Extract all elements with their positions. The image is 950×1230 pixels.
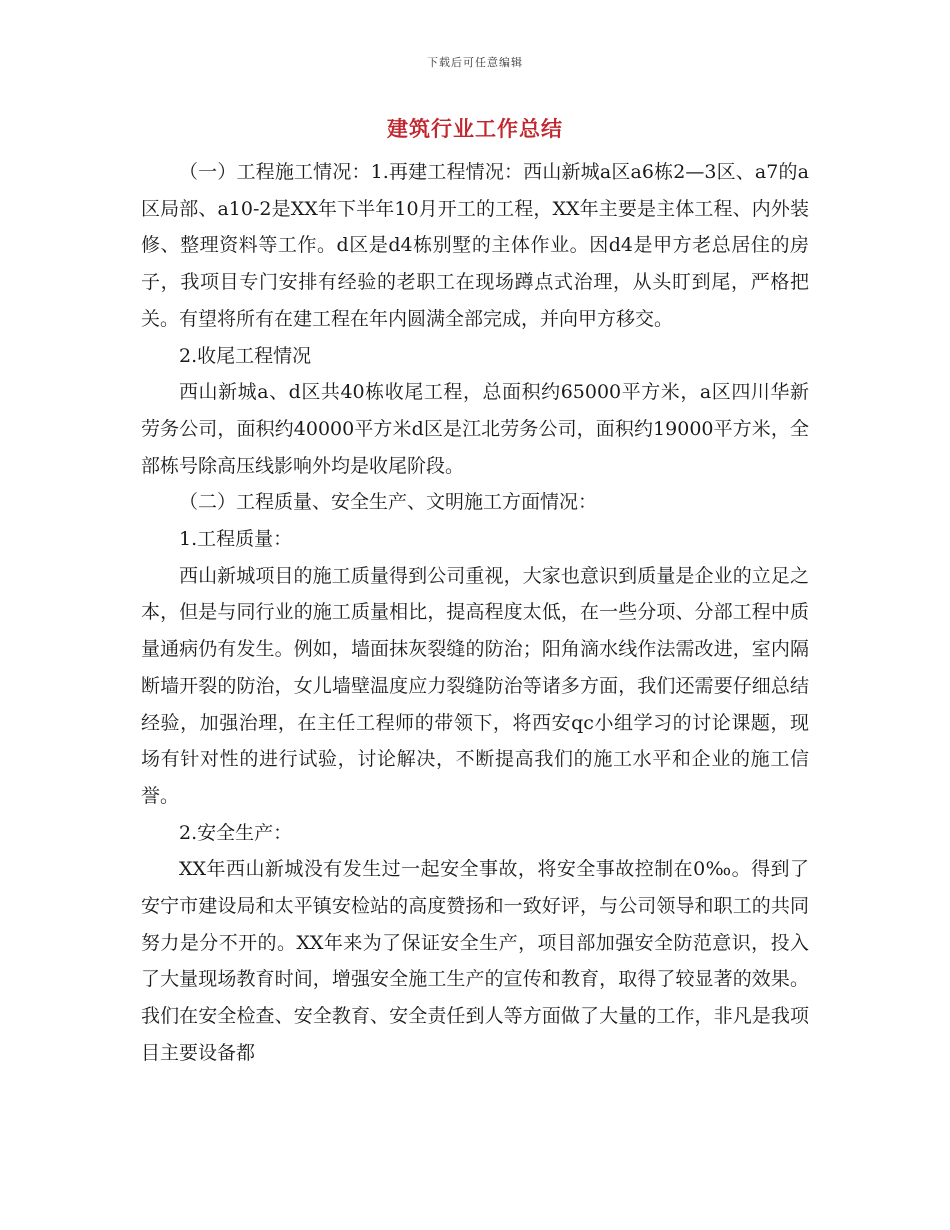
document-body [141, 154, 809, 1072]
document-title: 建筑行业工作总结 [387, 116, 563, 141]
paragraph-project-status: （一）工程施工情况：1.再建工程情况：西山新城a区a6栋2—3区、a7的a区局部、a10-2是XX年下半年10月开工的工程，XX年主要是主体工程、内外装修、整理资料等工作。d区是d4栋别墅的主体作业。因d4是甲方老总居住的房子，我项目专门安排有经验的老职工在现场蹲点式治理，从头盯到尾，严格把关。有望将所有在建工程在年内圆满全部完成，并向甲方移交。 [141, 161, 809, 330]
paragraph-closing-heading: 2.收尾工程情况 [179, 344, 312, 367]
paragraph-section-two-heading: （二）工程质量、安全生产、文明施工方面情况： [179, 491, 598, 514]
paragraph-quality: 西山新城项目的施工质量得到公司重视，大家也意识到质量是企业的立足之本，但是与同行业的施工质量相比，提高程度太低，在一些分项、分部工程中质量通病仍有发生。例如，墙面抹灰裂缝的防治；阳角滴水线作法需改进，室内隔断墙开裂的防治，女儿墙壁温度应力裂缝防治等诸多方面，我们还需要仔细总结经验，加强治理，在主任工程师的带领下，将西安qc小组学习的讨论课题，现场有针对性的进行试验，讨论解决，不断提高我们的施工水平和企业的施工信誉。 [141, 564, 809, 807]
paragraph-safety: XX年西山新城没有发生过一起安全事故，将安全事故控制在0‰。得到了安宁市建设局和太平镇安检站的高度赞扬和一致好评，与公司领导和职工的共同努力是分不开的。XX年来为了保证安全生产，项目部加强安全防范意识，投入了大量现场教育时间，增强安全施工生产的宣传和教育，取得了较显著的效果。我们在安全检查、安全教育、安全责任到人等方面做了大量的工作，非凡是我项目主要设备都 [141, 858, 809, 1064]
paragraph-safety-heading: 2.安全生产： [179, 821, 293, 844]
paragraph-closing-works: 西山新城a、d区共40栋收尾工程，总面积约65000平方米，a区四川华新劳务公司，面积约40000平方米d区是江北劳务公司，面积约19000平方米，全部栋号除高压线影响外均是收尾阶段。 [141, 381, 809, 477]
header-note: 下载后可任意编辑 [427, 56, 523, 69]
paragraph-quality-heading: 1.工程质量： [179, 528, 293, 551]
